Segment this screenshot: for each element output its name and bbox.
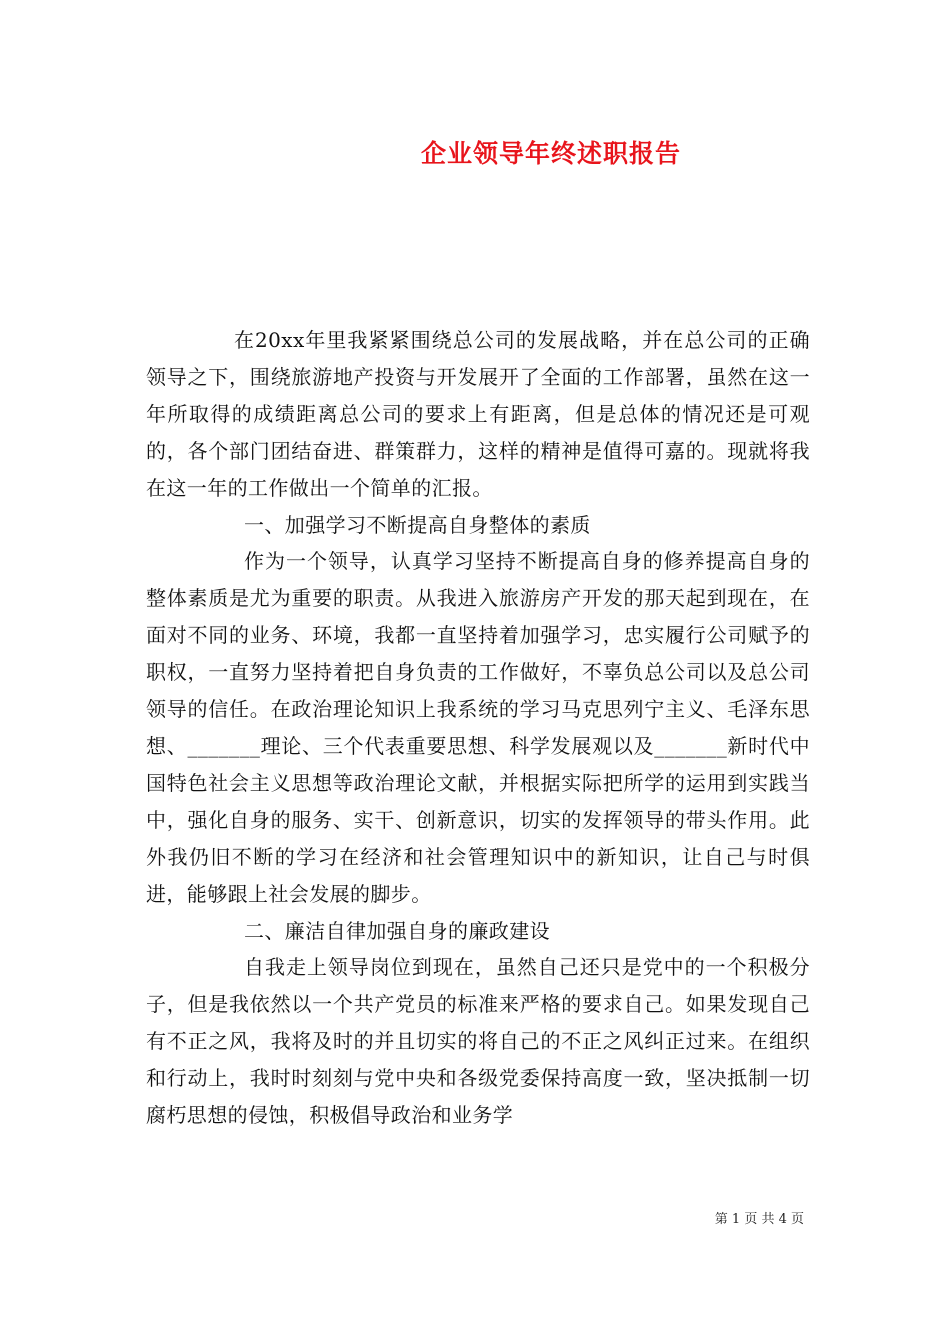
document-title: 企业领导年终述职报告 xyxy=(420,139,681,168)
document-body xyxy=(146,322,810,1134)
section-heading-2: 二、廉洁自律加强自身的廉政建设 xyxy=(244,918,550,943)
paragraph-study: 作为一个领导，认真学习坚持不断提高自身的修养提高自身的整体素质是尤为重要的职责。从我进入旅游房产开发的那天起到现在，在面对不同的业务、环境，我都一直坚持着加强学习，忠实履行公司赋予的职权，一直努力坚持着把自身负责的工作做好，不辜负总公司以及总公司领导的信任。在政治理论知识上我系统的学习马克思列宁主义、毛泽东思想、_______理论、三个代表重要思想、科学发展观以及_______新时代中国特色社会主义思想等政治理论文献，并根据实际把所学的运用到实践当中，强化自身的服务、实干、创新意识，切实的发挥领导的带头作用。此外我仍旧不断的学习在经济和社会管理知识中的新知识，让自己与时俱进，能够跟上社会发展的脚步。 xyxy=(146,549,810,906)
section-heading-1: 一、加强学习不断提高自身整体的素质 xyxy=(244,512,591,537)
paragraph-integrity: 自我走上领导岗位到现在，虽然自己还只是党中的一个积极分子，但是我依然以一个共产党员的标准来严格的要求自己。如果发现自己有不正之风，我将及时的并且切实的将自己的不正之风纠正过来。在组织和行动上，我时时刻刻与党中央和各级党委保持高度一致，坚决抵制一切腐朽思想的侵蚀，积极倡导政治和业务学 xyxy=(146,955,810,1128)
page-number: 第 1 页 共 4 页 xyxy=(714,1212,804,1227)
paragraph-intro: 在20xx年里我紧紧围绕总公司的发展战略，并在总公司的正确领导之下，围绕旅游地产投资与开发展开了全面的工作部署，虽然在这一年所取得的成绩距离总公司的要求上有距离，但是总体的情况还是可观的，各个部门团结奋进、群策群力，这样的精神是值得可嘉的。现就将我在这一年的工作做出一个简单的汇报。 xyxy=(146,328,810,500)
